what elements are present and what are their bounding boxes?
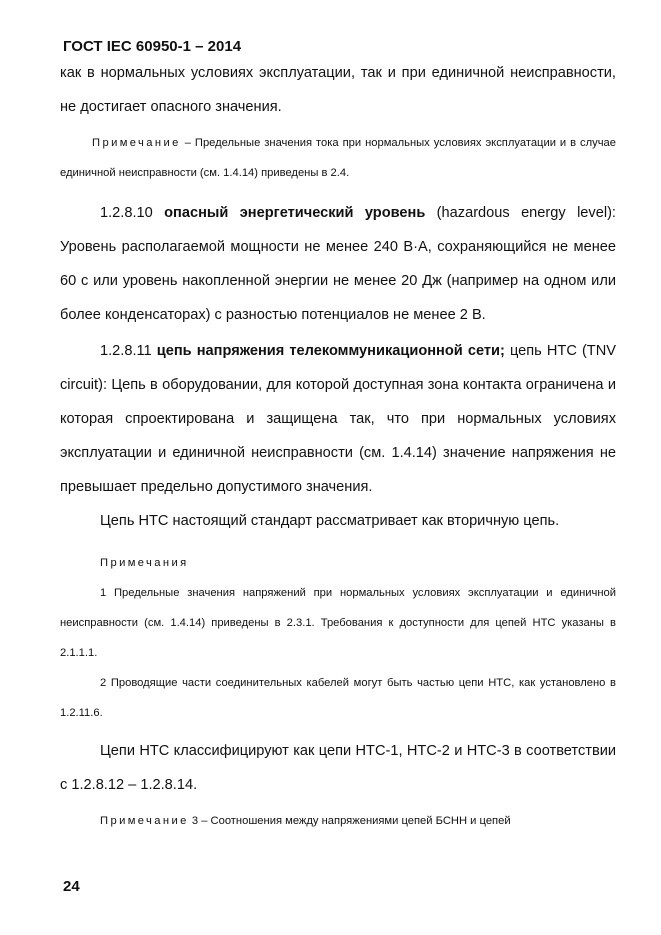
note-1-label: Примечание: [92, 137, 181, 149]
paragraph-secondary-circuit: Цепь НТС настоящий стандарт рассматривает как вторичную цепь.: [100, 513, 560, 529]
definition-term: цепь напряжения телекоммуникационной сети;: [156, 343, 505, 359]
page-number: 24: [63, 878, 80, 895]
notes-heading: Примечания: [100, 557, 189, 569]
paragraph-continuation: как в нормальных условиях эксплуатации, так и при единичной неисправности, не достигает опасного значения.: [60, 65, 616, 115]
note-1: [60, 128, 616, 188]
paragraph-classification: Цепи НТС классифицируют как цепи НТС-1, НТС-2 и НТС-3 в соответствии с 1.2.8.12 – 1.2.8.14.: [60, 743, 616, 793]
definition-1-2-8-10: [60, 196, 616, 332]
definition-term: опасный энергетический уровень: [164, 205, 426, 221]
note-item-2: 2 Проводящие части соединительных кабелей могут быть частью цепи НТС, как установлено в 1.2.11.6.: [60, 677, 616, 719]
document-header: ГОСТ IEC 60950-1 – 2014: [63, 38, 242, 55]
definition-1-2-8-11: [60, 334, 616, 504]
definition-number: 1.2.8.11: [100, 343, 152, 359]
note-3-label: Примечание: [100, 815, 189, 827]
note-3-text: 3 – Соотношения между напряжениями цепей БСНН и цепей: [188, 815, 511, 827]
note-1-text: – Предельные значения тока при нормальных условиях эксплуатации и в случае единичной неисправности (см. 1.4.14) приведены в 2.4.: [60, 137, 616, 179]
definition-number: 1.2.8.10: [100, 205, 153, 221]
note-3: [60, 806, 616, 836]
definition-text: цепь НТС (TNV circuit): Цепь в оборудовании, для которой доступная зона контакта ограничена и которая спроектирована и защищена так, что при нормальных условиях эксплуатации и единичной неисправности (см. 1.4.14) значение напряжения не превышает предельно допустимого значения.: [60, 343, 616, 495]
document-body: [60, 56, 616, 836]
definition-text: (hazardous energy level): Уровень располагаемой мощности не менее 240 В·А, сохраняющийся не менее 60 с или уровень накопленной энергии не менее 20 Дж (например на одном или более конденсаторах) с разностью потенциалов не менее 2 В.: [60, 205, 616, 323]
note-item-1: 1 Предельные значения напряжений при нормальных условиях эксплуатации и единичной неисправности (см. 1.4.14) приведены в 2.3.1. Требования к доступности для цепей НТС указаны в 2.1.1.1.: [60, 587, 616, 659]
